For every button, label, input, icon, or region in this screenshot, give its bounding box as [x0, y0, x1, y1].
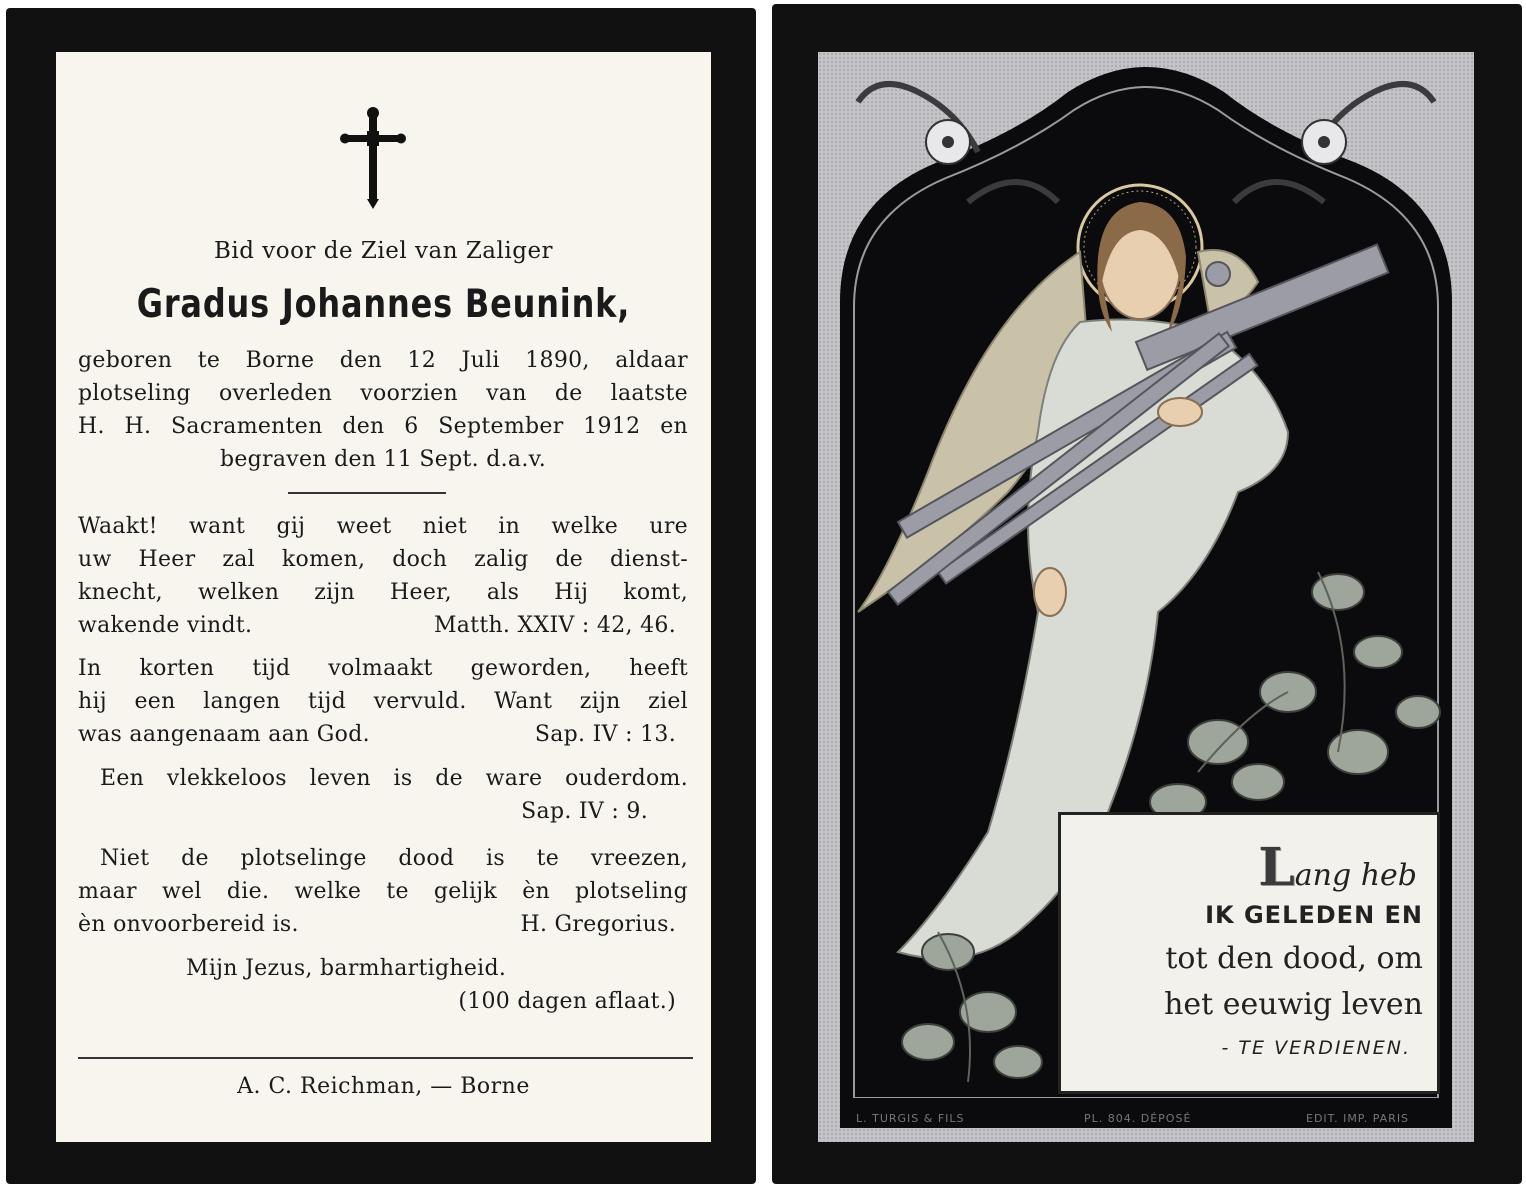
plaque-text: ang heb [1294, 858, 1417, 893]
scripture-quote-matthew [78, 510, 688, 642]
memorial-card-image-side [772, 4, 1522, 1184]
plaque-line: tot den dood, om [1165, 941, 1423, 976]
quote-line: Een vlekkeloos leven is de ware ouderdom. [100, 766, 688, 791]
scripture-quote-sap-9 [78, 762, 688, 828]
bio-line: H. H. Sacramenten den 6 September 1912 en [78, 414, 688, 439]
plaque-line: het eeuwig leven [1164, 987, 1423, 1022]
plaque-line: - TE VERDIENEN. [1221, 1037, 1411, 1059]
quote-line: In korten tijd volmaakt geworden, heeft [78, 656, 688, 681]
memorial-card-text-side [6, 8, 756, 1184]
printer-credit: A. C. Reichman, — Borne [237, 1074, 530, 1099]
quote-gregorius [78, 842, 688, 941]
quote-line: Niet de plotselinge dood is te vreezen, [100, 846, 688, 871]
cross-icon [340, 107, 406, 211]
bio-line: plotseling overleden voorzien van de laatste [78, 381, 688, 406]
quote-line [78, 718, 688, 751]
plaque-line: IK GELEDEN EN [1205, 901, 1423, 929]
publisher-credit: L. TURGIS & FILS [856, 1112, 965, 1125]
quote-line: hij een langen tijd vervuld. Want zijn ziel [78, 689, 688, 714]
publisher-location: EDIT. IMP. PARIS [1306, 1112, 1410, 1125]
plate-number: PL. 804. DÉPOSÉ [1084, 1112, 1192, 1125]
quote-line: uw Heer zal komen, doch zalig de dienst- [78, 547, 688, 572]
bio-block [78, 344, 688, 476]
bio-line: begraven den 11 Sept. d.a.v. [219, 447, 547, 472]
plaque-line [1061, 837, 1423, 898]
divider [288, 492, 446, 494]
devotional-picture [818, 52, 1474, 1142]
scripture-quote-sap-13 [78, 652, 688, 751]
deceased-name: Gradus Johannes Beunink, [136, 282, 631, 327]
quote-text: èn onvoorbereid is. [78, 912, 299, 937]
quote-line [78, 795, 688, 828]
bio-line: geboren te Borne den 12 Juli 1890, aldaar [78, 348, 688, 373]
text-panel [56, 52, 711, 1142]
quote-reference: Sap. IV : 13. [534, 722, 676, 747]
indulgence-line: (100 dagen aflaat.) [458, 989, 676, 1014]
quote-line: maar wel die. welke te gelijk èn plotseling [78, 879, 688, 904]
quote-reference: Sap. IV : 9. [521, 799, 648, 824]
prayer-block [78, 952, 688, 1018]
divider [78, 1057, 693, 1059]
intro-line: Bid voor de Ziel van Zaliger [213, 238, 554, 264]
quote-text: was aangenaam aan God. [78, 722, 370, 747]
prayer-line: Mijn Jezus, barmhartigheid. [186, 956, 507, 981]
quote-line [78, 908, 688, 941]
quote-text: wakende vindt. [78, 613, 253, 638]
quote-line: knecht, welken zijn Heer, als Hij komt, [78, 580, 688, 605]
quote-line: Waakt! want gij weet niet in welke ure [78, 514, 688, 539]
illuminated-initial: L [1258, 837, 1295, 898]
quote-line [78, 609, 688, 642]
quote-reference: H. Gregorius. [520, 912, 676, 937]
verse-plaque [1058, 812, 1440, 1094]
quote-reference: Matth. XXIV : 42, 46. [433, 613, 676, 638]
